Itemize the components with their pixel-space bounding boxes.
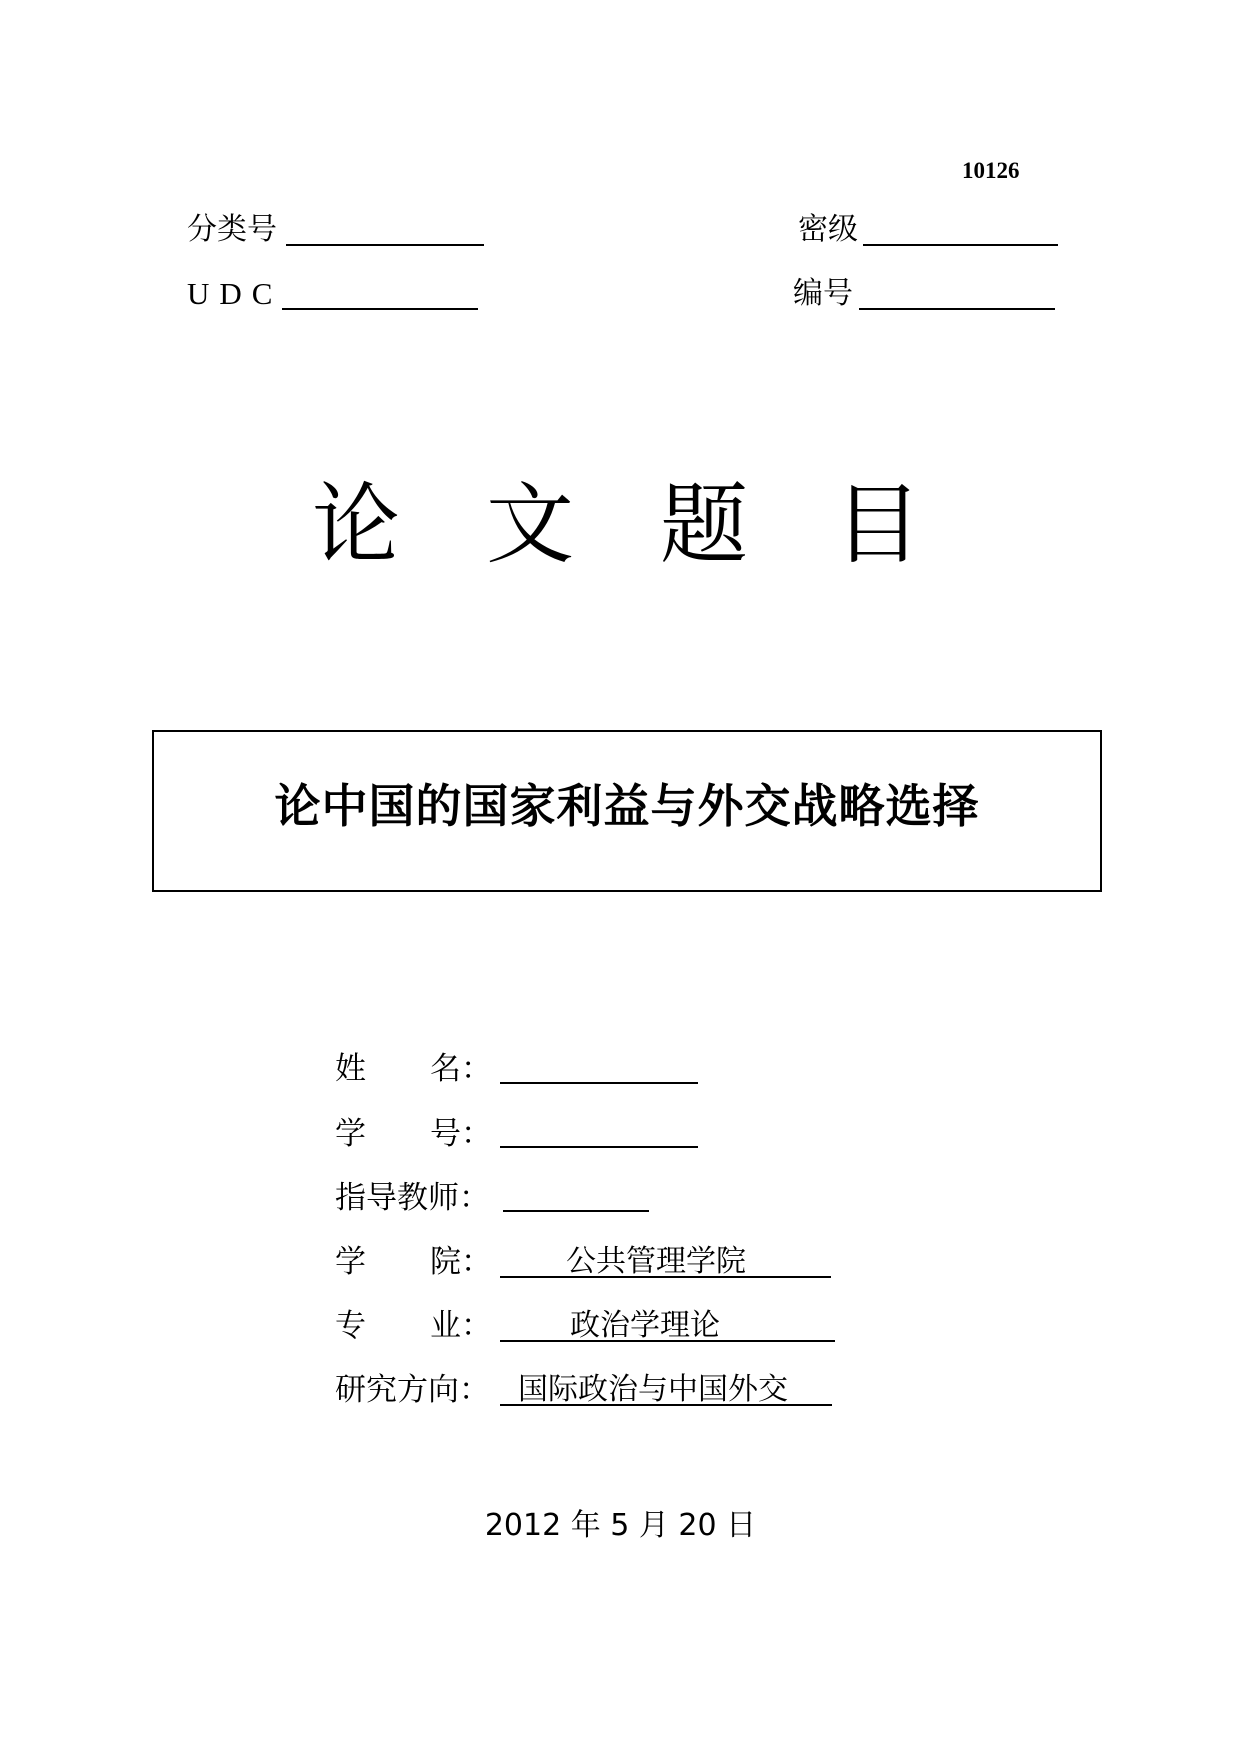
- label-char: 专: [335, 1308, 366, 1344]
- major-value: 政治学理论: [570, 1308, 720, 1343]
- label-char: 业：: [430, 1308, 492, 1344]
- label-char: 姓: [335, 1051, 366, 1087]
- advisor-field[interactable]: [503, 1210, 649, 1212]
- label-char: 名：: [430, 1051, 492, 1087]
- heading-char: 文: [486, 473, 575, 576]
- submission-date: 2012 年 5 月 20 日: [484, 1508, 757, 1543]
- major-label: [335, 1306, 492, 1346]
- heading-char: 目: [834, 473, 923, 576]
- page-heading: [0, 470, 1241, 580]
- thesis-title-box: [152, 730, 1102, 892]
- college-value: 公共管理学院: [566, 1244, 746, 1279]
- serial-field[interactable]: [859, 308, 1055, 310]
- thesis-title: 论中国的国家利益与外交战略选择: [274, 779, 980, 833]
- heading-char: 题: [660, 473, 749, 576]
- name-label: [335, 1049, 492, 1089]
- secrecy-field[interactable]: [863, 244, 1058, 246]
- advisor-label: 指导教师：: [335, 1180, 490, 1216]
- student-id-field[interactable]: [500, 1146, 698, 1148]
- label-char: 学: [335, 1244, 366, 1280]
- serial-label: 编号: [793, 276, 853, 311]
- school-code: 10126: [962, 158, 1020, 183]
- direction-label: 研究方向：: [335, 1372, 490, 1408]
- label-char: 院：: [430, 1244, 492, 1280]
- label-char: 学: [335, 1116, 366, 1152]
- college-label: [335, 1242, 492, 1282]
- student-id-label: [335, 1114, 492, 1154]
- secrecy-label: 密级: [798, 212, 858, 247]
- heading-char: 论: [312, 473, 401, 576]
- classification-label: 分类号: [187, 212, 277, 247]
- direction-value: 国际政治与中国外交: [518, 1372, 788, 1407]
- udc-label: UDC: [187, 276, 283, 311]
- name-field[interactable]: [500, 1082, 698, 1084]
- classification-field[interactable]: [286, 244, 484, 246]
- udc-field[interactable]: [282, 308, 478, 310]
- label-char: 号：: [430, 1116, 492, 1152]
